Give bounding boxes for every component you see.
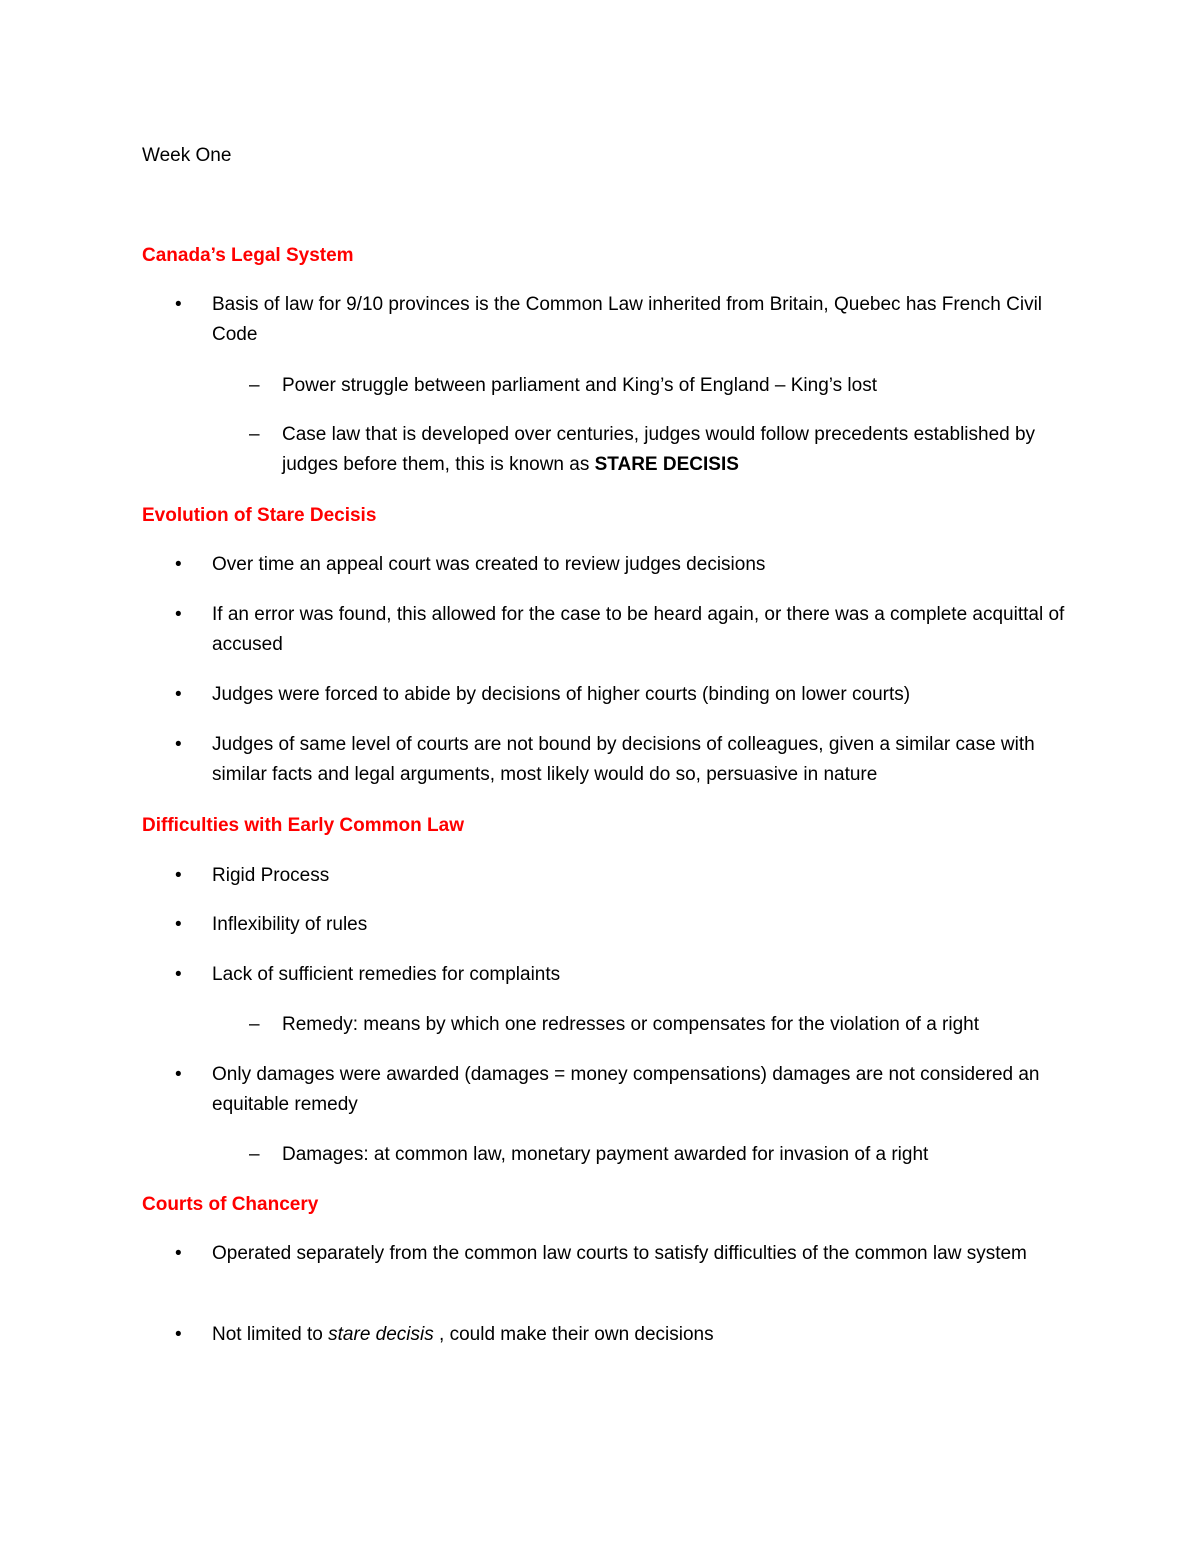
list-item-text: Power struggle between parliament and King’s of England – King’s lost bbox=[282, 375, 878, 396]
list-item bbox=[175, 290, 1082, 350]
dash-marker: – bbox=[249, 1144, 260, 1165]
list-item bbox=[175, 680, 1082, 710]
dash-marker: – bbox=[249, 424, 260, 445]
list-item-text: Remedy: means by which one redresses or compensates for the violation of a right bbox=[282, 1014, 980, 1035]
bullet-marker: • bbox=[175, 554, 182, 575]
list-item-text: Over time an appeal court was created to review judges decisions bbox=[212, 554, 766, 575]
list-item bbox=[175, 1060, 1082, 1120]
list-item-text: Rigid Process bbox=[212, 865, 330, 886]
stare-decisis-italic: stare decisis bbox=[328, 1324, 434, 1345]
list-item-text: Damages: at common law, monetary payment awarded for invasion of a right bbox=[282, 1144, 929, 1165]
section-heading-difficulties-with-early-common-law: Difficulties with Early Common Law bbox=[142, 815, 464, 836]
list-item bbox=[249, 420, 1082, 480]
list-item bbox=[175, 550, 1082, 580]
list-item-text: Inflexibility of rules bbox=[212, 914, 368, 935]
list-item-text: Judges were forced to abide by decisions of higher courts (binding on lower courts) bbox=[212, 684, 911, 705]
list-item bbox=[175, 1239, 1082, 1269]
bullet-marker: • bbox=[175, 1324, 182, 1345]
bullet-marker: • bbox=[175, 964, 182, 985]
list-item bbox=[249, 371, 1082, 401]
list-item-text: Not limited to bbox=[212, 1324, 329, 1345]
dash-marker: – bbox=[249, 375, 260, 396]
list-item-text: Operated separately from the common law courts to satisfy difficulties of the common law system bbox=[212, 1243, 1027, 1264]
list-item-text: Basis of law for 9/10 provinces is the Common Law inherited from Britain, Quebec has French Civil Code bbox=[212, 294, 1043, 345]
bullet-marker: • bbox=[175, 734, 182, 755]
bullet-marker: • bbox=[175, 914, 182, 935]
list-item-text-tail: , could make their own decisions bbox=[433, 1324, 714, 1345]
list-item bbox=[175, 730, 1082, 790]
document-title: Week One bbox=[142, 145, 232, 166]
list-item bbox=[249, 1010, 1082, 1040]
list-item-text: Judges of same level of courts are not bound by decisions of colleagues, given a similar case with similar facts and legal arguments, most likely would do so, persuasive in nature bbox=[212, 734, 1035, 785]
bullet-marker: • bbox=[175, 1064, 182, 1085]
list-item bbox=[175, 1320, 1082, 1350]
bullet-marker: • bbox=[175, 604, 182, 625]
list-item-text: Lack of sufficient remedies for complaints bbox=[212, 964, 561, 985]
dash-marker: – bbox=[249, 1014, 260, 1035]
list-item bbox=[175, 910, 1082, 940]
bullet-marker: • bbox=[175, 1243, 182, 1264]
bullet-marker: • bbox=[175, 294, 182, 315]
section-heading-evolution-of-stare-decisis: Evolution of Stare Decisis bbox=[142, 505, 377, 526]
list-item-text: Only damages were awarded (damages = money compensations) damages are not considered an equitable remedy bbox=[212, 1064, 1040, 1115]
list-item bbox=[175, 861, 1082, 891]
list-item bbox=[175, 960, 1082, 990]
list-item-text: Case law that is developed over centuries, judges would follow precedents established by judges before them, this is known as bbox=[282, 424, 1036, 475]
bullet-marker: • bbox=[175, 684, 182, 705]
list-item bbox=[175, 600, 1082, 660]
stare-decisis-term: STARE DECISIS bbox=[594, 454, 739, 475]
bullet-marker: • bbox=[175, 865, 182, 886]
section-heading-courts-of-chancery: Courts of Chancery bbox=[142, 1194, 319, 1215]
list-item bbox=[249, 1140, 1082, 1170]
section-heading-canadas-legal-system: Canada’s Legal System bbox=[142, 245, 354, 266]
list-item-text: If an error was found, this allowed for the case to be heard again, or there was a complete acquittal of accused bbox=[212, 604, 1065, 655]
